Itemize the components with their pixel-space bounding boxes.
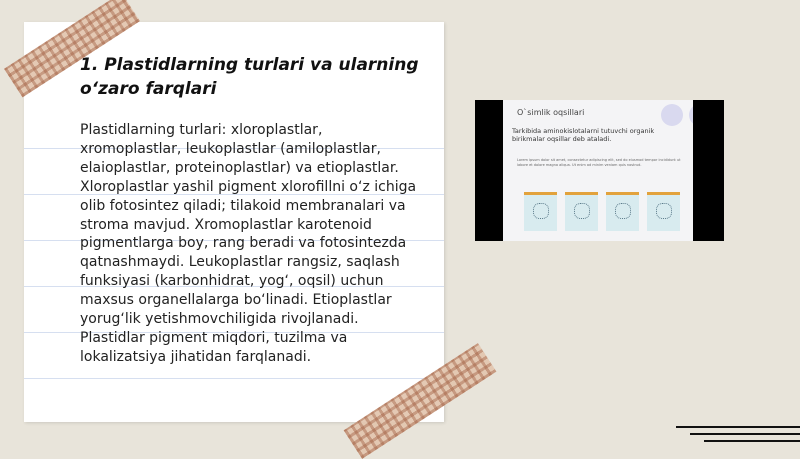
embedded-slide-subtitle: Tarkibida aminokislotalarni tutuvchi organik birikmalar oqsillar deb ataladi. [512,127,655,143]
protein-structure-panel [647,192,680,231]
decor-circle [689,104,693,126]
embedded-slide-content [503,100,693,241]
protein-structure-panel [565,192,598,231]
decorative-line [690,433,800,435]
decorative-line [704,440,800,442]
protein-structure-panel [606,192,639,231]
protein-structure-panel [524,192,557,231]
embedded-slide-image [475,100,724,241]
embedded-slide-title: O`simlik oqsillari [517,108,585,117]
paper-rule [24,378,444,379]
embedded-slide-note: Lorem ipsum dolor sit amet, consectetur adipiscing elit, sed do eiusmod tempor incididunt ut labore et dolore magna aliqua. Ut enim ad minim veniam quis nostrud. [517,158,681,167]
slide-body-text: Plastidlarning turlari: xloroplastlar, xromoplastlar, leukoplastlar (amiloplastlar, elaioplastlar, proteinoplastlar) va etioplastlar. Xloroplastlar yashil pigment xlorofillni o‘z ichiga olib fotosintez qiladi; tilakoid membranalari va stroma mavjud. Xromoplastlar karotenoid pigmentlarga boy, rang beradi va fotosintezda qatnashmaydi. Leukoplastlar rangsiz, saqlash funksiyasi (karbonhidrat, yog‘, oqsil) uchun maxsus organellalarga bo‘linadi. Etioplastlar yorug‘lik yetishmovchiligida rivojlanadi. Plastidlar pigment miqdori, tuzilma va lokalizatsiya jihatidan farqlanadi. [80,122,417,365]
decor-circle [661,104,683,126]
slide-title: 1. Plastidlarning turlari va ularning o‘zaro farqlari [80,55,419,99]
decorative-line [676,426,800,428]
